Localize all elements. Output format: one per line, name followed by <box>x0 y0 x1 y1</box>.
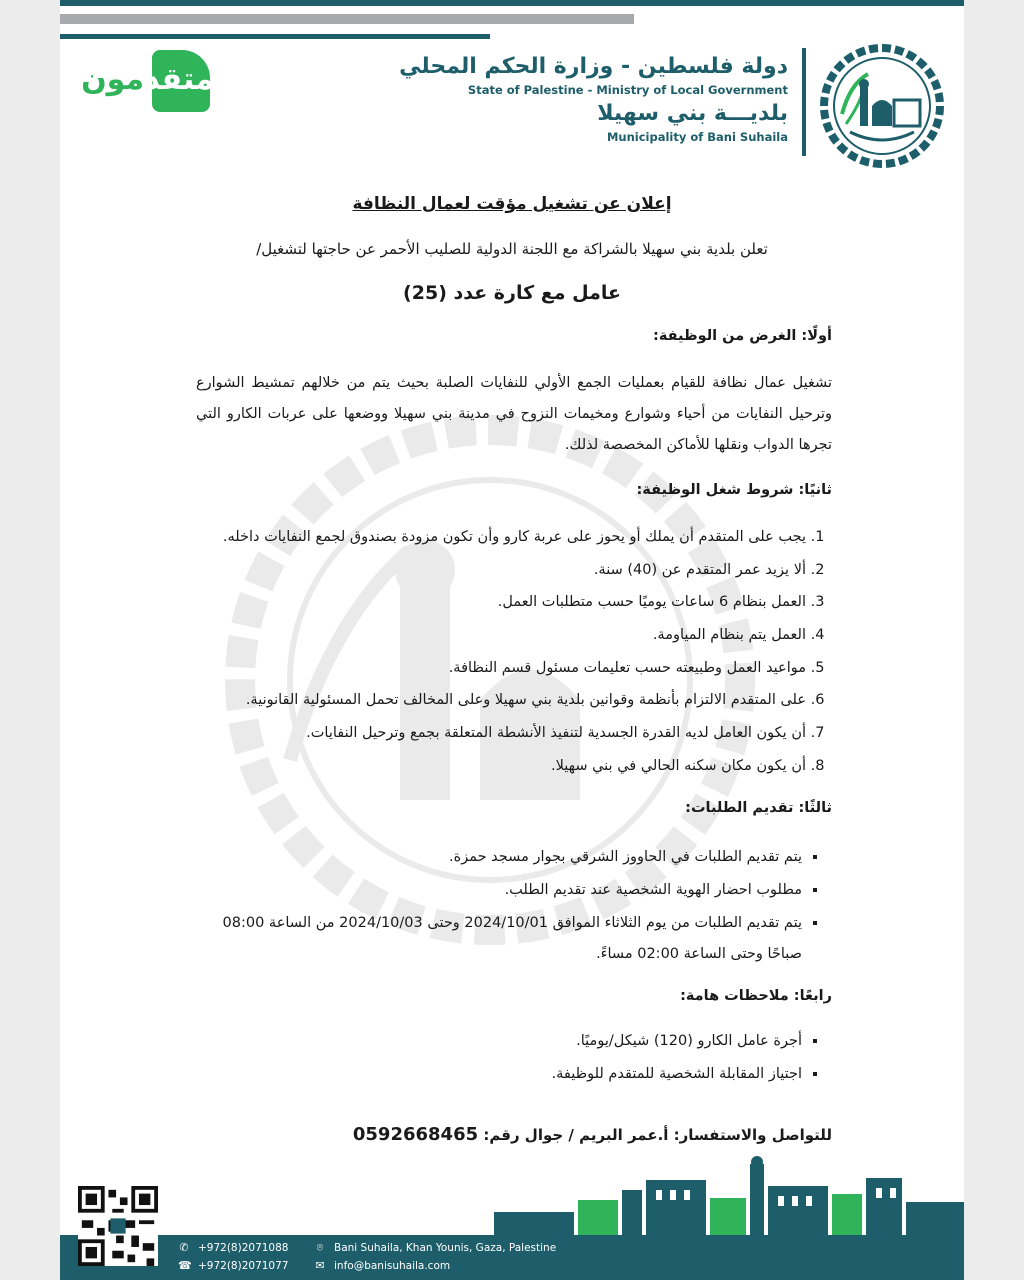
conditions-list-wrap <box>196 521 832 783</box>
municipality-name-ar: بلديـــة بني سهيلا <box>597 101 788 126</box>
list-item: 1. يجب على المتقدم أن يملك أو يحوز على عربة كارو وأن تكون مزودة بصندوق لجمع النفايات داخله. <box>196 521 806 554</box>
list-item: 5. مواعيد العمل وطبيعته حسب تعليمات مسئول قسم النظافة. <box>196 652 806 685</box>
city-skyline-icon <box>494 1150 964 1240</box>
announcement-intro: تعلن بلدية بني سهيلا بالشراكة مع اللجنة الدولية للصليب الأحمر عن حاجتها لتشغيل/ <box>256 240 768 258</box>
list-item: 7. أن يكون العامل لديه القدرة الجسدية لتنفيذ الأنشطة المتعلقة بجمع وترحيل النفايات. <box>196 717 806 750</box>
phone-icon: ✆ <box>179 1241 189 1254</box>
contact-line <box>196 1124 832 1145</box>
announcement-subtitle: عامل مع كارة عدد (25) <box>403 282 621 304</box>
brand-name-part-a: المتقد <box>144 62 237 97</box>
list-item: ▪ أجرة عامل الكارو (120) شيكل/يوميًا. <box>196 1026 802 1057</box>
applications-list-wrap <box>196 842 832 972</box>
letterhead-divider <box>802 48 806 156</box>
mail-icon: ✉ <box>315 1259 325 1272</box>
list-item: 4. العمل يتم بنظام المياومة. <box>196 619 806 652</box>
announcement-page <box>60 0 964 1280</box>
list-item: ▪ مطلوب احضار الهوية الشخصية عند تقديم الطلب. <box>196 875 802 906</box>
contact-label: للتواصل والاستفسار: أ.عمر البريم / جوال رقم: <box>483 1126 832 1144</box>
list-item: 2. ألا يزيد عمر المتقدم عن (40) سنة. <box>196 554 806 587</box>
top-thin-stripe <box>60 34 490 39</box>
municipality-name-en: Municipality of Bani Suhaila <box>606 130 788 144</box>
municipality-seal-icon <box>820 44 944 168</box>
location-pin-icon: ⌾ <box>316 1241 324 1254</box>
section-purpose <box>196 328 832 344</box>
footer-phone-1[interactable]: ✆ +972(8)2071088 <box>179 1241 289 1254</box>
footer-address: ⌾ Bani Suhaila, Khan Younis, Gaza, Palestine <box>314 1241 556 1255</box>
list-item: 6. على المتقدم الالتزام بأنظمة وقوانين بلدية بني سهيلا وعلى المخالف تحمل المسئولية القانونية. <box>196 684 806 717</box>
section-heading: رابعًا: ملاحظات هامة: <box>680 988 832 1004</box>
section-heading: ثانيًا: شروط شغل الوظيفة: <box>636 482 832 498</box>
letterhead <box>399 54 788 144</box>
brand-logo <box>74 50 244 114</box>
brand-name-part-b: مون <box>81 62 145 97</box>
section-heading: ثالثًا: تقديم الطلبات: <box>685 800 832 816</box>
conditions-list <box>196 521 832 783</box>
list-item: ▪ اجتياز المقابلة الشخصية للمتقدم للوظيفة. <box>196 1059 802 1090</box>
footer-email[interactable]: ✉ info@banisuhaila.com <box>315 1259 451 1272</box>
list-item: ▪ يتم تقديم الطلبات في الحاووز الشرقي بجوار مسجد حمزة. <box>196 842 802 873</box>
announcement-title: إعلان عن تشغيل مؤقت لعمال النظافة <box>352 194 672 214</box>
ministry-name-en: State of Palestine - Ministry of Local Government <box>467 83 788 97</box>
applications-list <box>196 842 832 970</box>
section-applications <box>196 800 832 816</box>
ministry-name-ar: دولة فلسطين - وزارة الحكم المحلي <box>399 54 788 79</box>
list-item: 3. العمل بنظام 6 ساعات يوميًا حسب متطلبات العمل. <box>196 586 806 619</box>
section-notes <box>196 988 832 1004</box>
section-paragraph: تشغيل عمال نظافة للقيام بعمليات الجمع الأولي للنفايات الصلبة بحيث يتم من خلالهم تمشيط الشوارع وترحيل النفايات من أحياء وشوارع ومخيمات النزوح في مدينة بني سهيلا ووضعها على عربات الكارو التي تجرها الدواب ونقلها للأماكن المخصصة لذلك. <box>196 375 832 453</box>
fax-icon: ☎ <box>178 1259 192 1272</box>
section-conditions <box>196 482 832 498</box>
notes-list <box>196 1026 832 1090</box>
footer-phone-2[interactable]: ☎ +972(8)2071077 <box>178 1259 289 1272</box>
list-item: ▪ يتم تقديم الطلبات من يوم الثلاثاء الموافق 2024/10/01 وحتى 2024/10/03 من الساعة 08:00 صباحًا وحتى الساعة 02:00 مساءً. <box>196 908 802 970</box>
contact-phone-number: 0592668465 <box>352 1124 479 1145</box>
section-heading: أولًا: الغرض من الوظيفة: <box>653 328 832 344</box>
top-gray-stripe <box>60 14 634 24</box>
qr-code-icon[interactable] <box>78 1186 158 1266</box>
top-stripe <box>60 0 964 6</box>
section-purpose-body <box>196 368 832 461</box>
list-item: 8. أن يكون مكان سكنه الحالي في بني سهيلا. <box>196 750 806 783</box>
notes-list-wrap <box>196 1026 832 1092</box>
